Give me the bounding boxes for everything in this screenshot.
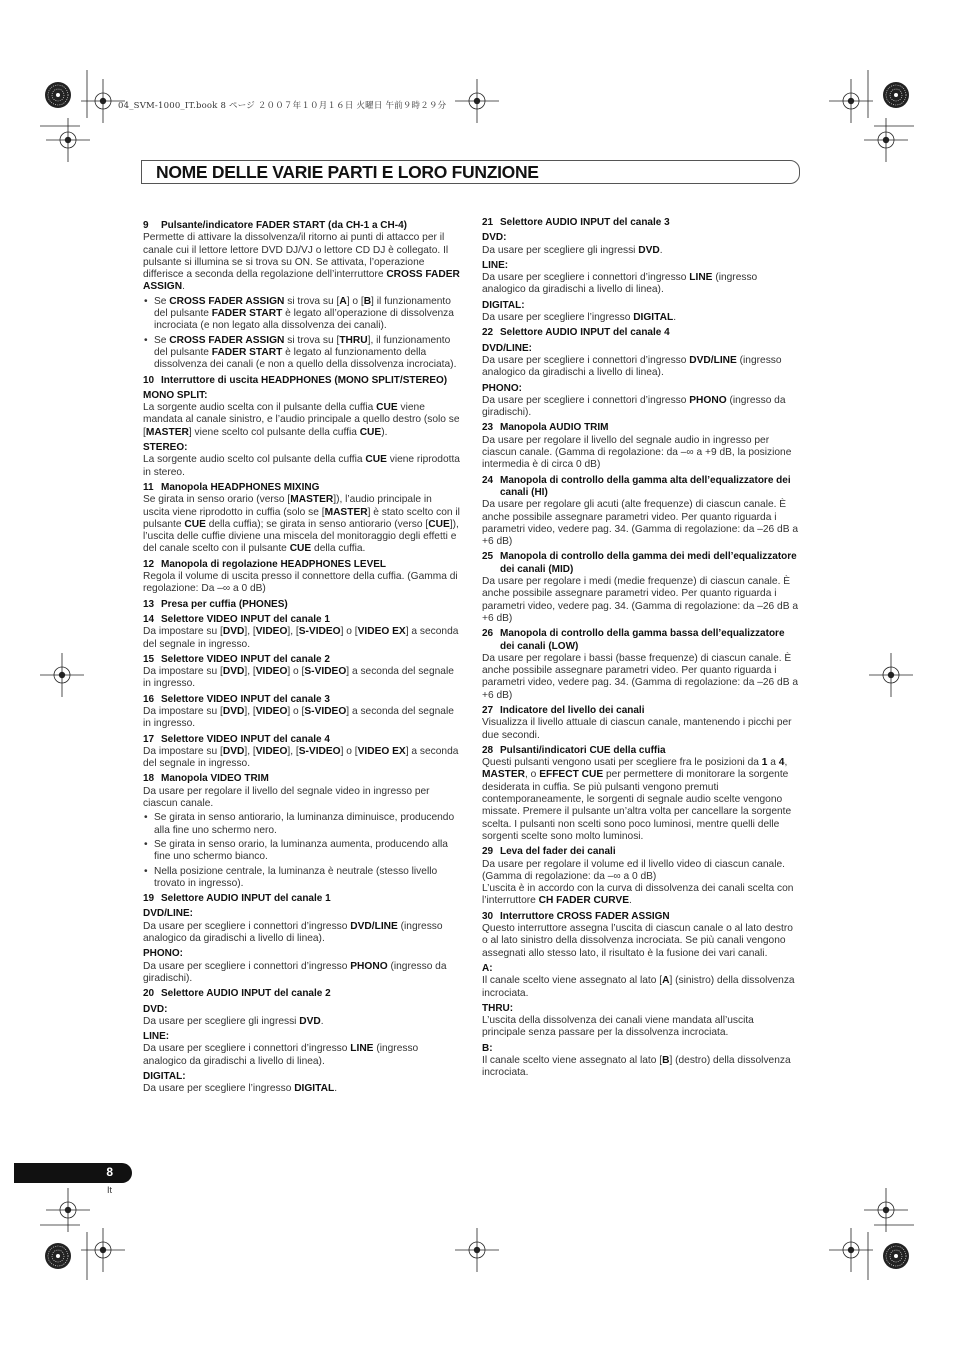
list-item: • Se CROSS FADER ASSIGN si trova su [THRU], il funzionamento del pulsante FADER START è legato al funzionamento della dissolvenza dei canali (e non a quello della dissolvenza incrociata). [143,335,460,372]
text-19-dvdline: Da usare per scegliere i connettori d’ingresso DVD/LINE (ingresso analogico da giradischi a livello di linea). [143,920,443,945]
heading-28: 28 Pulsanti/indicatori CUE della cuffia [482,744,666,756]
text-21-line: Da usare per scegliere i connettori d’ingresso LINE (ingresso analogico da giradischi a livello di linea). [482,272,758,296]
right-column [482,217,800,1080]
section-title-box [141,160,800,184]
file-header: 04_SVM-1000_IT.book 8 ページ ２００７年１０月１６日 火曜日 午前９時２９分 [118,101,447,111]
list-item: • Se girata in senso orario, la luminanza aumenta, producendo alla fine uno schermo bianco. [143,839,460,864]
heading-27: 27 Indicatore del livello dei canali [482,704,645,716]
heading-23: 23 Manopola AUDIO TRIM [482,422,609,434]
heading-29: 29 Leva del fader dei canali [482,846,616,858]
text-9: Permette di attivare la dissolvenza/il ritorno ai punti di attacco per il canale cui il lettore lettore DVD DJ/VJ o lettore CD DJ è collegato. Il pulsante si illumina se si trova su ON. Se attivata, l’operazione differisce a seconda della regolazione dell’interruttore CROSS FADER ASSIGN. [143,232,460,293]
text-22-phono: Da usare per scegliere i connettori d’ingresso PHONO (ingresso da giradischi). [482,394,786,419]
heading-15: 15 Selettore VIDEO INPUT del canale 2 [143,653,330,665]
text-15: Da impostare su [DVD], [VIDEO] o [S-VIDEO] a seconda del segnale in ingresso. [143,666,454,690]
text-28: Questi pulsanti vengono usati per scegliere fra le posizioni da 1 a 4, MASTER, o EFFECT CUE per permettere di monitorare la sorgente desiderata in cuffia. Se più pulsanti vengono premuti contemporaneamente, le sorgenti di segnale audio scelte vengono missate. Premere il pulsante un’altra volta per cancellare la sorgente scelta. I pulsanti non scelti sono poco luminosi, mentre quelli delle sorgenti scelte sono molto luminosi. [482,757,792,842]
heading-11: 11 Manopola HEADPHONES MIXING [143,481,320,493]
heading-20: 20 Selettore AUDIO INPUT del canale 2 [143,988,331,1000]
sub-a: A: [482,962,493,974]
sub-dvd: DVD: [482,232,507,244]
page-number: 8 [106,1165,113,1179]
heading-14: 14 Selettore VIDEO INPUT del canale 1 [143,613,330,625]
text-17: Da impostare su [DVD], [VIDEO], [S-VIDEO] o [VIDEO EX] a seconda del segnale in ingresso. [143,745,459,770]
list-9 [143,296,460,372]
heading-9: 9 Pulsante/indicatore FADER START (da CH-1 a CH-4) [143,220,407,231]
text-20-dvd: Da usare per scegliere gli ingressi DVD. [143,1015,324,1027]
heading-21: 21 Selettore AUDIO INPUT del canale 3 [482,217,670,228]
text-27: Visualizza il livello attuale di ciascun canale, mantenendo i picchi per due secondi. [482,717,792,741]
text-12: Regola il volume di uscita presso il connettore della cuffia. (Gamma di regolazione: Da –∞ a 0 dB) [143,571,458,595]
text-30-thru: L’uscita della dissolvenza dei canali viene mandata all’uscita principale senza passare per la dissolvenza incrociata. [482,1015,754,1039]
text-29b: L’uscita è in accordo con la curva di dissolvenza dei canali scelta con l’interruttore CH FADER CURVE. [482,883,794,907]
sub-line: LINE: [143,1031,170,1043]
heading-10: 10 Interruttore di uscita HEADPHONES (MONO SPLIT/STEREO) [143,374,448,386]
heading-25: 25 Manopola di controllo della gamma dei medi dell’equalizzatore dei canali (MID) [482,551,797,575]
text-10-stereo: La sorgente audio scelto col pulsante della cuffia CUE viene riprodotta in stereo. [143,454,460,478]
left-column [143,217,460,1096]
heading-19: 19 Selettore AUDIO INPUT del canale 1 [143,893,331,905]
text-21-digital: Da usare per scegliere l’ingresso DIGITAL. [482,312,677,324]
heading-17: 17 Selettore VIDEO INPUT del canale 4 [143,733,330,745]
sub-thru: THRU: [482,1002,514,1014]
heading-13: 13 Presa per cuffia (PHONES) [143,598,288,610]
sub-digital: DIGITAL: [143,1071,186,1082]
heading-24: 24 Manopola di controllo della gamma alta dell’equalizzatore dei canali (HI) [482,474,791,498]
sub-mono-split: MONO SPLIT: [143,389,208,401]
sub-dvd-line: DVD/LINE: [482,342,532,354]
heading-18: 18 Manopola VIDEO TRIM [143,773,269,785]
heading-22: 22 Selettore AUDIO INPUT del canale 4 [482,327,670,339]
text-30: Questo interruttore assegna l’uscita di ciascun canale o al lato destro o al lato sinistro della dissolvenza incrociata. Se più canali vengono assegnati allo stesso lato, il risultato è la fusione dei vari canali. [482,923,793,959]
list-item: • Se CROSS FADER ASSIGN si trova su [A] o [B] il funzionamento del pulsante FADER START è legato all’operazione di dissolvenza incrociata (e non legato alla dissolvenza dei canali). [143,296,460,333]
text-14: Da impostare su [DVD], [VIDEO], [S-VIDEO] o [VIDEO EX] a seconda del segnale in ingresso. [143,626,459,650]
sub-line: LINE: [482,259,509,271]
text-24: Da usare per regolare gli acuti (alte frequenze) di ciascun canale. È anche possibile assegnare parametri video. Per quanto riguarda i parametri video, vedere pag. 34. (Gamma di regolazione: da –26 dB a +6 dB) [482,499,798,548]
text-16: Da impostare su [DVD], [VIDEO] o [S-VIDEO] a seconda del segnale in ingresso. [143,705,454,730]
page-number-tab [14,1163,132,1183]
sub-b: B: [482,1042,493,1054]
heading-12: 12 Manopola di regolazione HEADPHONES LEVEL [143,558,387,570]
text-21-dvd: Da usare per scegliere gli ingressi DVD. [482,244,663,256]
text-29a: Da usare per regolare il volume ed il livello video di ciascun canale. (Gamma di regolazione: da –∞ a 0 dB) [482,858,785,882]
list-item: • Nella posizione centrale, la luminanza è neutrale (stesso livello trovato in ingresso). [143,866,460,891]
section-title: NOME DELLE VARIE PARTI E LORO FUNZIONE [156,162,539,182]
sub-dvd: DVD: [143,1003,168,1015]
language-code: It [107,1185,113,1195]
text-25: Da usare per regolare i medi (medie frequenze) di ciascun canale. È anche possibile assegnare parametri video. Per quanto riguarda i parametri video, vedere pag. 34. (Gamma di regolazione: da –26 dB a +6 dB) [482,576,798,624]
sub-digital: DIGITAL: [482,299,525,311]
text-19-phono: Da usare per scegliere i connettori d’ingresso PHONO (ingresso da giradischi). [143,960,447,984]
text-18: Da usare per regolare il livello del segnale video in ingresso per ciascun canale. [143,785,430,810]
heading-16: 16 Selettore VIDEO INPUT del canale 3 [143,693,330,705]
text-22-dvdline: Da usare per scegliere i connettori d’ingresso DVD/LINE (ingresso analogico da giradischi a livello di linea). [482,354,782,379]
text-30-b: Il canale scelto viene assegnato al lato [B] (destro) della dissolvenza incrociata. [482,1055,791,1079]
text-23: Da usare per regolare il livello del segnale audio in ingresso per ciascun canale. (Gamma di regolazione: da –∞ a +9 dB, la posizione intermedia è di circa 0 dB) [482,434,792,471]
text-20-line: Da usare per scegliere i connettori d’ingresso LINE (ingresso analogico da giradischi a livello di linea). [143,1043,419,1067]
text-30-a: Il canale scelto viene assegnato al lato [A] (sinistro) della dissolvenza incrociata. [482,975,795,999]
list-18 [143,812,460,890]
heading-26: 26 Manopola di controllo della gamma bassa dell’equalizzatore dei canali (LOW) [482,628,785,652]
sub-phono: PHONO: [143,948,183,960]
text-11: Se girata in senso orario (verso [MASTER]), l’audio principale in uscita viene riprodotto in cuffia (solo se [MASTER] è stato scelto con il pulsante CUE della cuffia); se girata in senso antiorario (verso [CUE]), l’uscita delle cuffie diviene una miscela del monitoraggio degli effetti e del canale scelto con il pulsante CUE della cuffia. [143,494,460,555]
list-item: • Se girata in senso antiorario, la luminanza diminuisce, producendo alla fine uno schermo nero. [143,812,460,837]
heading-30: 30 Interruttore CROSS FADER ASSIGN [482,910,670,922]
text-26: Da usare per regolare i bassi (basse frequenze) di ciascun canale. È anche possibile assegnare parametri video. Per quanto riguarda i parametri video, vedere pag. 34. (Gamma di regolazione: da –26 dB a +6 dB) [482,652,798,701]
sub-dvd-line: DVD/LINE: [143,908,193,920]
text-10-mono: La sorgente audio scelta con il pulsante della cuffia CUE viene mandata al canale sinistro, e l’audio principale a quello destro (solo se [MASTER] viene scelto col pulsante della cuffia CUE). [143,402,460,438]
sub-phono: PHONO: [482,382,522,394]
sub-stereo: STEREO: [143,442,188,454]
text-20-digital: Da usare per scegliere l’ingresso DIGITAL. [143,1083,338,1095]
